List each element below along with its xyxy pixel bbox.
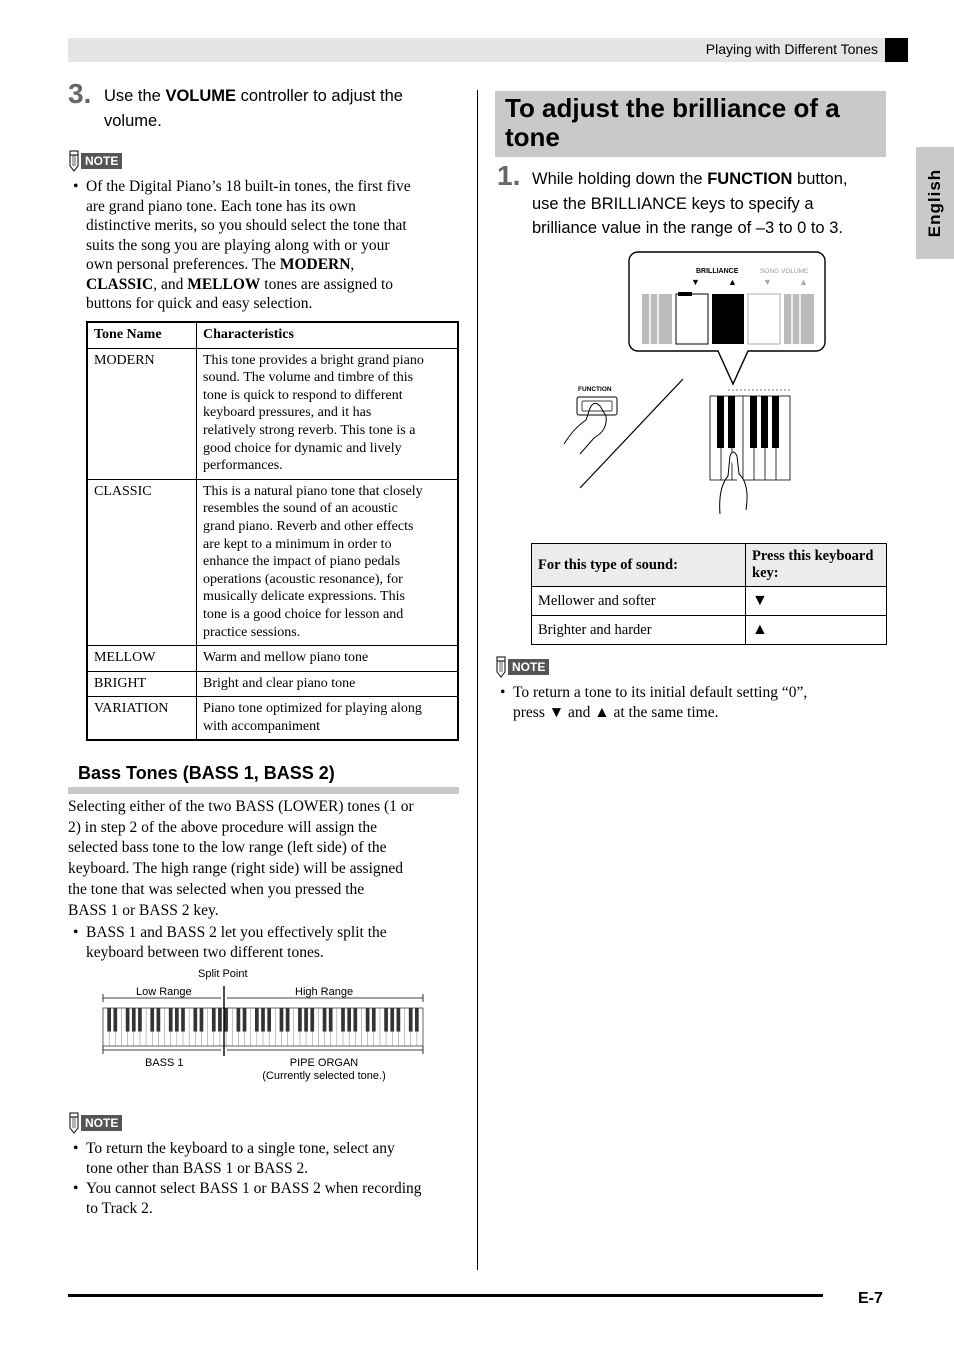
table-row [87, 697, 458, 741]
column-header-key-line: Press this keyboard [752, 548, 874, 564]
bass-para-line: selected bass tone to the low range (left side) of the [68, 839, 387, 857]
bullet-dot: • [73, 924, 79, 941]
column-divider [477, 90, 478, 1270]
column-header-tone-name: Tone Name [87, 322, 197, 348]
desc-line: sound. The volume and timbre of this [203, 370, 414, 386]
right-note-bullet [500, 683, 893, 722]
step-3-number: 3. [68, 78, 92, 109]
note-2-bullet-2 [73, 1179, 461, 1218]
desc-line: tone is a good choice for lesson and [203, 606, 404, 622]
tone-name-cell: BRIGHT [87, 671, 197, 697]
note-badge-2 [68, 1112, 122, 1134]
note-1-line: , [350, 256, 355, 273]
right-note-line: and [564, 703, 595, 721]
table-row [87, 479, 458, 645]
bass-tones-heading: Bass Tones (BASS 1, BASS 2) [78, 763, 335, 783]
right-tone-label-wrap [244, 1057, 404, 1083]
column-header-sound: For this type of sound: [532, 544, 746, 587]
up-arrow-icon: ▲ [594, 703, 610, 721]
desc-line: keyboard pressures, and it has [203, 405, 372, 421]
page-number: E-7 [858, 1290, 883, 1307]
note-1-modern: MODERN [279, 256, 351, 273]
note-2-bullet-1 [73, 1139, 461, 1178]
note-2-line: To return the keyboard to a single tone, select any [86, 1140, 395, 1157]
desc-line: Warm and mellow piano tone [203, 650, 369, 666]
running-header-title: Playing with Different Tones [705, 41, 878, 57]
desc-line: Bright and clear piano tone [203, 675, 356, 691]
song-volume-down-arrow: ▼ [763, 277, 772, 287]
desc-line: performances. [203, 458, 283, 474]
bullet-dot: • [73, 1180, 79, 1197]
desc-line: are kept to a minimum in order to [203, 536, 392, 552]
table-row [87, 646, 458, 672]
split-keyboard-diagram [98, 982, 430, 1064]
brilliance-figure [550, 248, 830, 520]
right-tone-note: (Currently selected tone.) [262, 1070, 386, 1082]
song-volume-label: SONG VOLUME [760, 268, 809, 275]
note-1-line: Of the Digital Piano’s 18 built-in tones, the first five [86, 178, 411, 195]
tone-name-cell: MELLOW [87, 646, 197, 672]
split-point-label: Split Point [198, 968, 248, 980]
song-volume-up-arrow: ▲ [799, 277, 808, 287]
bass-para-line: BASS 1 or BASS 2 key. [68, 901, 219, 919]
bass-bullet-line: BASS 1 and BASS 2 let you effectively split the [86, 924, 387, 941]
table-row [532, 616, 887, 645]
tone-desc-cell [197, 479, 459, 645]
note-1-line: are grand piano tone. Each tone has its own [86, 197, 356, 215]
step-3-text [104, 84, 464, 133]
desc-line: practice sessions. [203, 624, 301, 640]
note-1-line: , and [153, 275, 188, 293]
note-1-line: suits the song you are playing along with or your [86, 236, 390, 254]
step-3-text-b: controller to adjust the [236, 87, 403, 105]
note-1-classic: CLASSIC [86, 275, 154, 293]
column-header-characteristics: Characteristics [197, 322, 459, 348]
footer-rule [68, 1294, 823, 1297]
header-marker-block [885, 38, 908, 62]
step-1-text-b: button, [792, 170, 848, 188]
function-label: FUNCTION [578, 386, 612, 393]
table-row [87, 671, 458, 697]
low-range-label: Low Range [136, 986, 192, 998]
desc-line: good choice for dynamic and lively [203, 440, 402, 456]
brilliance-label: BRILLIANCE [696, 268, 739, 275]
divider-line [580, 379, 683, 488]
pencil-icon [68, 150, 80, 172]
note-badge-3 [495, 656, 549, 678]
bass-para-line: Selecting either of the two BASS (LOWER) tones (1 or [68, 798, 414, 815]
brilliance-key-table [531, 543, 887, 645]
note-1-bullet [73, 177, 461, 314]
tone-desc-cell [197, 348, 459, 479]
desc-line: resembles the sound of an acoustic [203, 501, 398, 517]
tone-name-cell: CLASSIC [87, 479, 197, 645]
note-2-line: tone other than BASS 1 or BASS 2. [86, 1159, 309, 1177]
tone-name-cell: MODERN [87, 348, 197, 479]
desc-line: with accompaniment [203, 718, 321, 734]
bass-paragraph [68, 797, 460, 921]
tone-desc-cell [197, 646, 459, 672]
note-1-line: tones are assigned to [260, 275, 393, 293]
key-cell: ▲ [746, 616, 887, 645]
note-1-line: distinctive merits, so you should select the tone that [86, 217, 407, 234]
down-arrow-icon: ▼ [548, 703, 565, 721]
table-header-row [532, 544, 887, 587]
note-1-mellow: MELLOW [187, 275, 261, 293]
desc-line: This tone provides a bright grand piano [203, 352, 424, 368]
bullet-dot: • [500, 684, 506, 701]
column-header-key-line: key: [752, 565, 779, 581]
step-1-number: 1. [497, 160, 521, 191]
callout-keys [642, 292, 814, 344]
split-keyboard-keys [103, 1008, 423, 1046]
step-1-line: brilliance value in the range of –3 to 0 to 3. [532, 219, 843, 237]
bullet-dot: • [73, 1140, 79, 1157]
desc-line: operations (acoustic resonance), for [203, 571, 403, 587]
tone-table [86, 321, 459, 741]
section-title-line: To adjust the brilliance of a [505, 93, 840, 123]
desc-line: Piano tone optimized for playing along [203, 701, 422, 717]
right-note-line: at the same time. [609, 703, 719, 721]
column-header-key [746, 544, 887, 587]
step-1-text-a: While holding down the [532, 170, 708, 188]
step-3-text-a: Use the [104, 87, 166, 105]
key-cell: ▼ [746, 587, 887, 616]
desc-line: tone is quick to respond to different [203, 387, 403, 403]
bass-bullet [73, 923, 461, 962]
bass-para-line: the tone that was selected when you pressed the [68, 880, 365, 898]
desc-line: musically delicate expressions. This [203, 589, 405, 605]
table-row [87, 348, 458, 479]
language-tab-label-wrap [916, 147, 954, 259]
table-header-row [87, 322, 458, 348]
high-range-label: High Range [295, 986, 354, 998]
right-tone-label: PIPE ORGAN [289, 1057, 359, 1069]
keyboard-closeup [710, 390, 790, 514]
note-label-1: NOTE [81, 153, 122, 169]
table-row [532, 587, 887, 616]
note-2-line: to Track 2. [86, 1199, 153, 1217]
bass-para-line: keyboard. The high range (right side) will be assigned [68, 860, 404, 878]
step-1-line: use the BRILLIANCE keys to specify a [532, 194, 814, 213]
step-3-text-c: volume. [104, 111, 162, 130]
left-tone-label: BASS 1 [145, 1057, 184, 1069]
bass-bullet-line: keyboard between two different tones. [86, 943, 324, 961]
tone-name-cell: VARIATION [87, 697, 197, 741]
note-label-2: NOTE [81, 1115, 122, 1131]
right-note-line: To return a tone to its initial default setting “0”, [513, 684, 808, 701]
heading-underline [68, 787, 459, 794]
desc-line: relatively strong reverb. This tone is a [203, 422, 416, 438]
note-1-line: own personal preferences. The [86, 256, 280, 273]
bullet-dot: • [73, 178, 79, 195]
section-title [505, 94, 877, 152]
sound-cell: Mellower and softer [532, 587, 746, 616]
desc-line: enhance the impact of piano pedals [203, 554, 401, 570]
bass-para-line: 2) in step 2 of the above procedure will assign the [68, 818, 378, 836]
sound-cell: Brighter and harder [532, 616, 746, 645]
brilliance-up-arrow: ▲ [728, 277, 737, 287]
desc-line: This is a natural piano tone that closely [203, 483, 423, 499]
tone-desc-cell [197, 697, 459, 741]
right-note-line: press [513, 703, 549, 721]
step-1-text [532, 167, 892, 241]
language-tab-label: English [925, 168, 944, 238]
note-badge-1 [68, 150, 122, 172]
function-button-icon [577, 397, 617, 415]
step-1-function: FUNCTION [707, 170, 793, 188]
tone-desc-cell [197, 671, 459, 697]
brilliance-down-arrow: ▼ [691, 277, 700, 287]
note-2-line: You cannot select BASS 1 or BASS 2 when recording [86, 1180, 422, 1197]
section-title-line: tone [505, 122, 560, 152]
step-3-volume: VOLUME [165, 87, 237, 105]
desc-line: grand piano. Reverb and other effects [203, 518, 414, 534]
note-label-3: NOTE [508, 659, 549, 675]
pencil-icon [68, 1112, 80, 1134]
pencil-icon [495, 656, 507, 678]
note-1-line: buttons for quick and easy selection. [86, 295, 313, 312]
